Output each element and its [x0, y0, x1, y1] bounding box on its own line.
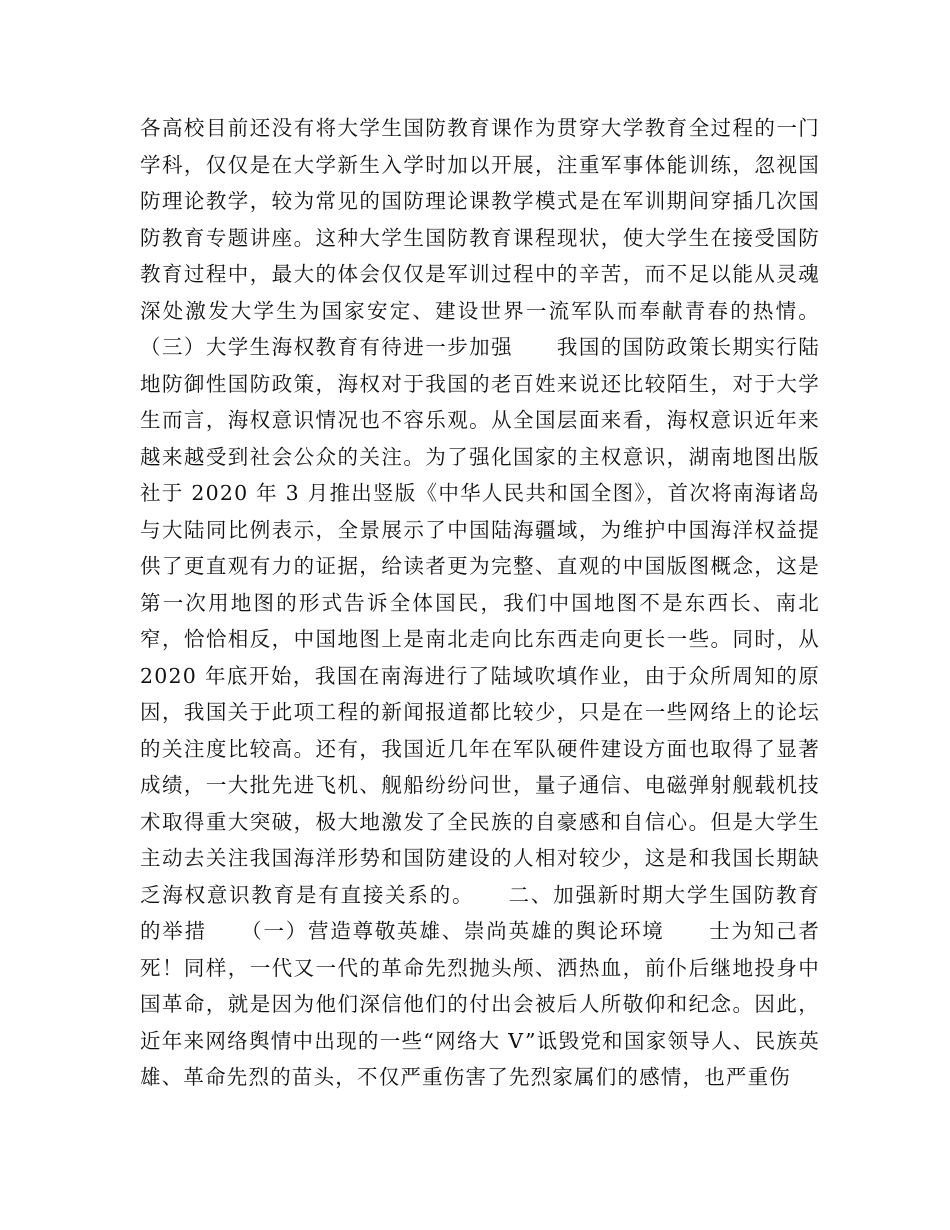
heading-sea-power-education: （三）大学生海权教育有待进一步加强: [140, 335, 514, 359]
paragraph-curriculum-status: 各高校目前还没有将大学生国防教育课作为贯穿大学教育全过程的一门学科，仅仅是在大学新生入学时加以开展，注重军事体能训练，忽视国防理论教学，较为常见的国防理论课教学模式是在军训期间穿插几次国防教育专题讲座。这种大学生国防教育课程现状，使大学生在接受国防教育过程中，最大的体会仅仅是军训过程中的辛苦，而不足以能从灵魂深处激发大学生为国家安定、建设世界一流军队而奉献青春的热情。: [140, 116, 820, 323]
heading-hero-environment: （一）营造尊敬英雄、崇尚英雄的舆论环境: [206, 919, 665, 943]
paragraph-heroes: 士为知己者死！同样，一代又一代的革命先烈抛头颅、洒热血，前仆后继地投身中国革命，就是因为他们深信他们的付出会被后人所敬仰和纪念。因此，近年来网络舆情中出现的一些“网络大 V”诋毁党和国家领导人、民族英雄、革命先烈的苗头，不仅严重伤害了先烈家属们的感情，也严重伤: [140, 919, 820, 1089]
paragraph-sea-power: 我国的国防政策长期实行陆地防御性国防政策，海权对于我国的老百姓来说还比较陌生，对于大学生而言，海权意识情况也不容乐观。从全国层面来看，海权意识近年来越来越受到社会公众的关注。为了强化国家的主权意识，湖南地图出版社于 2020 年 3 月推出竖版《中华人民共和国全图》，首次将南海诸岛与大陆同比例表示，全景展示了中国陆海疆域，为维护中国海洋权益提供了更直观有力的证据，给读者更为完整、直观的中国版图概念，这是第一次用地图的形式告诉全体国民，我们中国地图不是东西长、南北窄，恰恰相反，中国地图上是南北走向比东西走向更长一些。同时，从2020 年底开始，我国在南海进行了陆域吹填作业，由于众所周知的原因，我国关于此项工程的新闻报道都比较少，只是在一些网络上的论坛的关注度比较高。还有，我国近几年在军队硬件建设方面也取得了显著成绩，一大批先进飞机、舰船纷纷问世，量子通信、电磁弹射舰载机技术取得重大突破，极大地激发了全民族的自豪感和自信心。但是大学生主动去关注我国海洋形势和国防建设的人相对较少，这是和我国长期缺乏海权意识教育是有直接关系的。: [140, 335, 820, 907]
heading-measures: 二、加强新时期大学生国防教育的举措: [140, 882, 821, 943]
body-text: [140, 110, 820, 1096]
